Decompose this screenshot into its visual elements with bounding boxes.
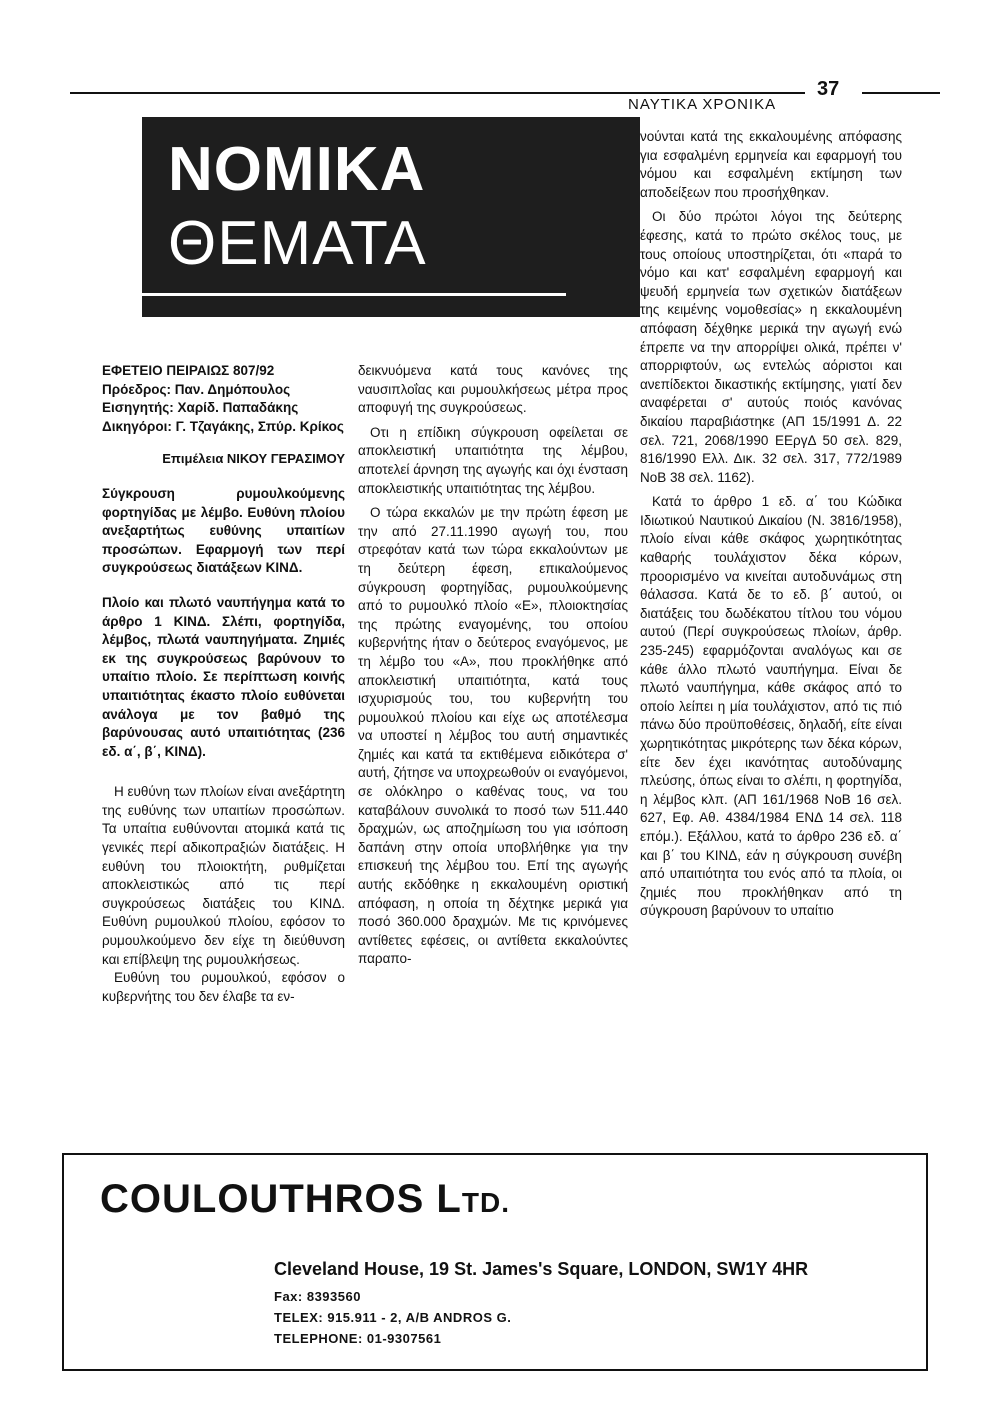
ad-address: Cleveland House, 19 St. James's Square, LONDON, SW1Y 4HR (274, 1259, 809, 1279)
advertisement-box (62, 1153, 928, 1371)
body-paragraph: Κατά το άρθρο 1 εδ. α΄ του Κώδικα Ιδιωτικού Ναυτικού Δικαίου (Ν. 3816/1958), πλοίο είναι κάθε σκάφος χωρητικότητας καθαρής τουλάχιστον δέκα κόρων, προορισμένο να κινείται αυτοδυνάμως στη θάλασσα. Κατά δε το εδ. β΄ αυτού, οι διατάξεις του δωδέκατου τίτλου του νόμου αυτού (Περί συγκρούσεως πλοίων, άρθρ. 235-245) εφαρμόζονται αναλόγως και σε κάθε άλλο πλωτό ναυπήγημα. Είναι δε πλωτό ναυπήγημα, κάθε σκάφος από το οποίο λείπει η μία τουλάχιστον, από τις πιό πάνω δύο προϋποθέσεις, δηλαδή, είτε είναι χωρητικότητας μικρότερης των δέκα κόρων, είτε δεν έχει ικανότητας αυτοδύναμης πλεύσης, όπως είναι το σλέπι, η φορτηγίδα, η λέμβος κλπ. (ΑΠ 161/1968 ΝοΒ 16 σελ. 627, Εφ. Αθ. 4384/1984 ΕΝΔ 14 σελ. 118 επόμ.). Εξάλλου, κατά το άρθρο 236 εδ. α΄ και β΄ του ΚΙΝΔ, εάν η σύγκρουση συνέβη από υπαιτιότητα του ενός από τα πλοία, οι ζημιές που προκλήθηκαν από τη σύγκρουση βαρύνουν το υπαίτιο (640, 494, 902, 919)
body-paragraph: νούνται κατά της εκκαλουμένης απόφασης για εσφαλμένη ερμηνεία και εφαρμογή του νόμου και εσφαλμένη εκτίμηση των αποδείξεων που προσήχθηκαν. (640, 129, 902, 200)
page-number: 37 (817, 78, 840, 100)
banner-title-line1: ΝΟΜΙΚΑ (168, 135, 426, 204)
ad-company-name (100, 1177, 510, 1222)
article-column-1 (102, 362, 345, 1006)
summary-paragraph-2: Πλοίο και πλωτό ναυπήγημα κατά το άρθρο 1 ΚΙΝΔ. Σλέπι, φορτηγίδα, λέμβος, πλωτά ναυπηγήματα. Ζημιές εκ της συγκρούσεως βαρύνουν το υπαίτιο πλοίο. Σε περίπτωση κοινής υπαιτιότητας έκαστο πλοίο ευθύνεται ανάλογα με τον βαθμό της βαρύνουσας αυτό υπαιτιότητας (236 εδ. α΄, β΄, ΚΙΝΔ). (102, 594, 345, 759)
court-president: Πρόεδρος: Παν. Δημόπουλος (102, 381, 291, 397)
court-name: ΕΦΕΤΕΙΟ ΠΕΙΡΑΙΩΣ 807/92 (102, 363, 275, 378)
section-banner (142, 117, 640, 317)
header-rule-right (862, 92, 940, 94)
ad-company-main: COULOUTHROS L (100, 1177, 462, 1221)
header-rule-left (70, 92, 805, 94)
banner-title-line2: ΘΕΜΑΤΑ (168, 209, 427, 278)
court-rapporteur: Εισηγητής: Χαρίδ. Παπαδάκης (102, 400, 299, 416)
article-column-2 (358, 362, 628, 969)
body-paragraph: δεικνυόμενα κατά τους κανόνες της ναυσιπλοΐας και ρυμουλκήσεως μέτρα προς αποφυγή της συγκρούσεως. (358, 363, 628, 416)
ad-company-suffix: TD. (461, 1187, 510, 1218)
body-paragraph: Η ευθύνη των πλοίων είναι ανεξάρτητη της ευθύνης των υπαιτίων προσώπων. Τα υπαίτια ευθύνονται ατομικά κατά τις γενικές περί αδικοπραξιών διατάξεις. Η ευθύνη του πλοιοκτήτη, ρυθμίζεται αποκλειστικώς από τις περί συγκρούσεως διατάξεις του ΚΙΝΔ. Ευθύνη ρυμουλκού πλοίου, εφόσον το ρυμουλκούμενο δεν είχε τη διεύθυνση και επίβλεψη της ρυμουλκήσεως. (102, 784, 345, 967)
ad-telephone: TELEPHONE: 01-9307561 (274, 1331, 442, 1346)
article-column-3 (640, 128, 902, 921)
body-paragraph: Ευθύνη του ρυμουλκού, εφόσον ο κυβερνήτης του δεν έλαβε τα εν- (102, 970, 345, 1004)
body-paragraph: Οτι η επίδικη σύγκρουση οφείλεται σε αποκλειστική υπαιτιότητα της λέμβου, αποτελεί άρνηση της αγωγής και όχι ένσταση αποκλειστικής υπαιτιότητας της λέμβου. (358, 424, 628, 496)
body-paragraph: Οι δύο πρώτοι λόγοι της δεύτερης έφεσης, κατά το πρώτο σκέλος τους, με τους οποίους υποστηρίζεται, ότι «παρά το νόμο και κατ' εσφαλμένη εφαρμογή και ψευδή ερμηνεία των σχετικών διατάξεων της κειμένης νομοθεσίας» η εκκαλουμένη απόφαση δέχθηκε μερικά την αγωγή ενώ έπρεπε να την απορρίψει ολικά, πρέπει ν' απορριφτούν, ως εντελώς αόριστοι και ανεπίδεκτοι δικαστικής εκτίμησης, γιατί δεν αναφέρεται σ' αυτούς ποιός κανόνας δικαίου παραβιάστηκε (ΑΠ 15/1991 Δ. 22 σελ. 721, 2068/1990 ΕΕργΔ 50 σελ. 829, 816/1990 Ελλ. Δικ. 32 σελ. 317, 772/1989 ΝοΒ 38 σελ. 1162). (640, 209, 902, 485)
ad-telex: TELEX: 915.911 - 2, A/B ANDROS G. (274, 1310, 512, 1325)
summary-paragraph-1: Σύγκρουση ρυμουλκούμενης φορτηγίδας με λέμβο. Ευθύνη πλοίου ανεξαρτήτως ευθύνης υπαιτίων προσώπων. Εφαρμογή των περί συγκρούσεως διατάξεων ΚΙΝΔ. (102, 485, 345, 576)
ad-fax: Fax: 8393560 (274, 1289, 361, 1304)
banner-rule (142, 293, 566, 296)
court-lawyers: Δικηγόροι: Γ. Τζαγάκης, Σπύρ. Κρίκος (102, 418, 344, 434)
court-info (102, 362, 345, 436)
journal-title: ΝΑΥΤΙΚΑ ΧΡΟΝΙΚΑ (628, 96, 777, 113)
editor-credit: Επιμέλεια ΝΙΚΟΥ ΓΕΡΑΣΙΜΟΥ (162, 451, 345, 467)
body-paragraph: Ο τώρα εκκαλών με την πρώτη έφεση με την από 27.11.1990 αγωγή του, που στρεφόταν κατά των τώρα εκκαλούντων με τη δεύτερη έφεση, επικαλούμενος σύγκρουση φορτηγίδας, ρυμουλκούμενης από το ρυμουλκό πλοίο «Ε», πλοιοκτησίας της πρώτης εναγομένης, του οποίου κυβερνήτης ήταν ο δεύτερος εναγόμενος, με τη λέμβο του «Α», που προκλήθηκε από αποκλειστική υπαιτιότητα, κατά τους ισχυρισμούς του, του κυβερνήτη του ρυμουλκού πλοίου και είχε ως αποτέλεσμα να υποστεί η λέμβος του αυτή σημαντικές ζημιές και κατά τα εκτιθέμενα ειδικότερα σ' αυτή, ζήτησε να υποχρεωθούν οι εναγόμενοι, σε ολόκληρο ο καθένας τους, να του καταβάλουν συνολικά το ποσό των 511.440 δραχμών, ως αποζημίωση του για ισόποση δαπάνη στην οποία υποβλήθηκε για την επισκευή της λέμβου του. Επί της αγωγής αυτής εκδόθηκε η εκκαλουμένη οριστική απόφαση, η οποία τη δέχτηκε μερικά για ποσό 360.000 δραχμών. Με τις κρινόμενες αντίθετες εφέσεις, οι αντίθετα εκκαλούντες παραπο- (358, 505, 628, 967)
